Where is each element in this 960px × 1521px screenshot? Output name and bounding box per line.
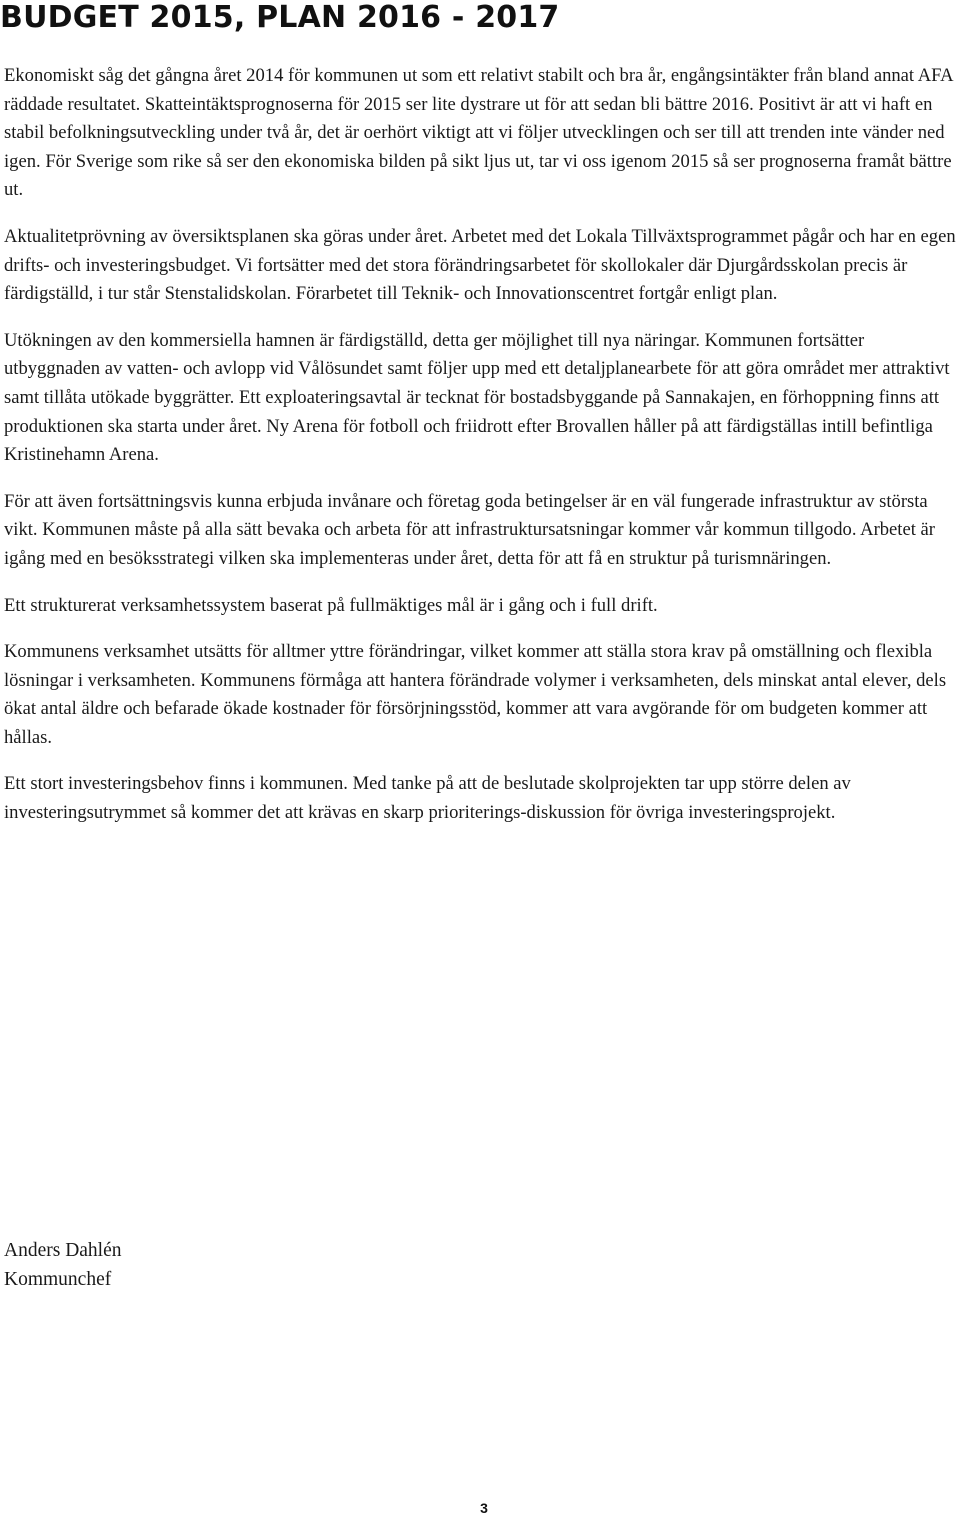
signature-name: Anders Dahlén [4, 1240, 122, 1261]
signature-block [4, 1236, 122, 1294]
paragraph-investment [4, 770, 960, 827]
paragraph-sentence: Arbetet med det Lokala Tillväxtsprogrammet pågår och har en egen drifts- och investeringsbudget. [4, 225, 956, 276]
paragraph-sentence: Positivt är att vi haft en stabil befolkningsutveckling under två år, det är oerhört viktigt att vi följer utvecklingen och ser till att trenden inte vänder ned igen. [4, 93, 945, 172]
document-body [4, 62, 960, 846]
paragraph-sentence: Kommunens förmåga att hantera förändrade volymer i verksamheten, dels minskat antal elever, dels ökat antal äldre och befarade ökade kostnader för försörjningsstöd, kommer att vara avgörande för om budgeten kommer att hållas. [4, 669, 947, 748]
paragraph-sentence: Vi fortsätter med det stora förändringsarbetet för skollokaler där Djurgårdsskolan precis är färdigställd, i tur står Stenstalidskolan. [4, 254, 908, 305]
paragraph-economy [4, 62, 960, 205]
paragraph-sentence: Kommunens verksamhet utsätts för alltmer yttre förändringar, vilket kommer att ställa stora krav på omställning och flexibla lösningar i verksamheten. [4, 641, 933, 691]
paragraph-operations [4, 638, 960, 752]
paragraph-sentence: För att även fortsättningsvis kunna erbjuda invånare och företag goda betingelser är en väl fungerade infrastruktur av största vikt. [4, 490, 928, 541]
paragraph-sentence: Förarbetet till Teknik- och Innovationscentret fortgår enligt plan. [291, 283, 778, 305]
paragraph-sentence: Aktualitetprövning av översiktsplanen ska göras under året. [4, 225, 448, 247]
paragraph-sentence: Ett stort investeringsbehov finns i kommunen. [4, 773, 348, 795]
signature-role: Kommunchef [4, 1269, 112, 1290]
paragraph-harbour [4, 327, 960, 470]
paragraph-sentence: Ny Arena för fotboll och friidrott efter Brovallen håller på att färdigställas intill befintliga Kristinehamn Arena. [4, 415, 933, 466]
paragraph-sentence: Kommunen fortsätter utbyggnaden av vatten- och avlopp vid Vålösundet samt följer upp med ett detaljplanearbete för att göra området mer attraktivt samt tillåta utökade byggrätter. [4, 329, 950, 408]
paragraph-sentence: Kommunen måste på alla sätt bevaka och arbeta för att infrastruktursatsningar kommer vår kommun tillgodo. [37, 519, 857, 541]
paragraph-sentence: Arbetet är igång med en besöksstrategi vilken ska implementeras under året, detta för att få en struktur på turismnäringen. [4, 519, 935, 569]
paragraph-management-system [4, 592, 960, 621]
page-number: 3 [480, 1500, 488, 1516]
paragraph-sentence: Med tanke på att de beslutade skolprojekten tar upp större delen av investeringsutrymmet så kommer det att krävas en skarp prioriterings-diskussion för övriga investeringsprojekt. [4, 773, 851, 824]
paragraph-sentence: Utökningen av den kommersiella hamnen är färdigställd, detta ger möjlighet till nya näringar. [4, 329, 701, 351]
paragraph-planning [4, 223, 960, 309]
paragraph-infrastructure [4, 488, 960, 574]
paragraph-sentence: Ett exploateringsavtal är tecknat för bostadsbyggande på Sannakajen, en förhoppning finns att produktionen ska starta under året. [4, 386, 940, 437]
paragraph-sentence: Ett strukturerat verksamhetssystem baserat på fullmäktiges mål är i gång och i full drift. [4, 594, 658, 616]
paragraph-sentence: Ekonomiskt såg det gångna året 2014 för kommunen ut som ett relativt stabilt och bra år, engångsintäkter från bland annat AFA räddade resultatet. Skatteintäktsprognoserna för 2015 ser lite dystrare ut för att sedan bli bättre 2016. [4, 65, 953, 115]
document-title: BUDGET 2015, PLAN 2016 - 2017 [0, 0, 560, 35]
paragraph-sentence: För Sverige som rike så ser den ekonomiska bilden på sikt ljus ut, tar vi oss igenom 2015 så ser prognoserna framåt bättre ut. [4, 150, 952, 201]
